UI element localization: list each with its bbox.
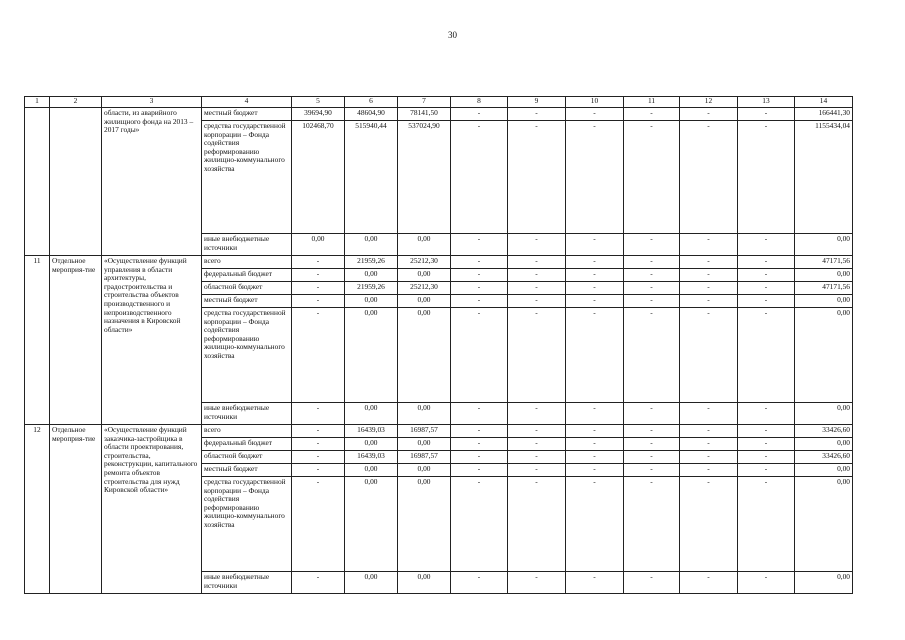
value-cell: - bbox=[566, 121, 624, 234]
value-cell: - bbox=[680, 572, 738, 594]
value-cell: 0,00 bbox=[398, 464, 451, 477]
value-cell: - bbox=[566, 282, 624, 295]
value-cell: - bbox=[738, 464, 795, 477]
value-cell: - bbox=[451, 269, 508, 282]
value-cell: - bbox=[292, 308, 345, 403]
value-cell: - bbox=[451, 477, 508, 572]
value-cell: - bbox=[508, 108, 566, 121]
value-cell: 0,00 bbox=[795, 438, 853, 451]
value-cell: - bbox=[680, 403, 738, 425]
value-cell: 16987,57 bbox=[398, 425, 451, 438]
value-cell: - bbox=[292, 282, 345, 295]
funding-source: всего bbox=[202, 256, 292, 269]
value-cell: 102468,70 bbox=[292, 121, 345, 234]
value-cell: - bbox=[566, 108, 624, 121]
funding-source: иные внебюджетные источники bbox=[202, 572, 292, 594]
value-cell: 515940,44 bbox=[345, 121, 398, 234]
value-cell: - bbox=[508, 477, 566, 572]
value-cell: - bbox=[738, 256, 795, 269]
value-cell: - bbox=[624, 121, 680, 234]
row-number: 12 bbox=[25, 425, 50, 594]
value-cell: - bbox=[451, 451, 508, 464]
value-cell: - bbox=[292, 403, 345, 425]
header-cell: 6 bbox=[345, 97, 398, 108]
event-type: Отдельное мероприя-тие bbox=[50, 425, 102, 594]
value-cell: - bbox=[738, 282, 795, 295]
header-cell: 8 bbox=[451, 97, 508, 108]
value-cell: - bbox=[451, 108, 508, 121]
event-name: «Осуществление функций управления в области архитектуры, градостроительства и строительства объектов производственного и непроизводственного назначения в Кировской области» bbox=[102, 256, 202, 425]
event-name: области, из аварийного жилищного фонда на 2013 – 2017 годы» bbox=[102, 108, 202, 256]
value-cell: - bbox=[624, 464, 680, 477]
value-cell: 47171,56 bbox=[795, 256, 853, 269]
value-cell: - bbox=[566, 572, 624, 594]
value-cell: 16439,03 bbox=[345, 425, 398, 438]
value-cell: - bbox=[292, 477, 345, 572]
funding-source: местный бюджет bbox=[202, 464, 292, 477]
value-cell: - bbox=[680, 108, 738, 121]
row-number bbox=[25, 108, 50, 256]
value-cell: - bbox=[566, 308, 624, 403]
value-cell: - bbox=[738, 572, 795, 594]
header-cell: 4 bbox=[202, 97, 292, 108]
value-cell: - bbox=[566, 295, 624, 308]
value-cell: - bbox=[680, 438, 738, 451]
value-cell: - bbox=[508, 438, 566, 451]
event-name: «Осуществление функций заказчика-застройщика в области проектирования, строительства, реконструкции, капитального ремонта объектов строительства для нужд Кировской области» bbox=[102, 425, 202, 594]
value-cell: - bbox=[508, 282, 566, 295]
value-cell: - bbox=[680, 121, 738, 234]
value-cell: 21959,26 bbox=[345, 282, 398, 295]
header-cell: 13 bbox=[738, 97, 795, 108]
value-cell: - bbox=[680, 295, 738, 308]
funding-source: средства государственной корпорации – Фонда содействия реформированию жилищно-коммунального хозяйства bbox=[202, 308, 292, 403]
value-cell: 0,00 bbox=[795, 403, 853, 425]
value-cell: - bbox=[451, 464, 508, 477]
value-cell: - bbox=[566, 438, 624, 451]
funding-source: местный бюджет bbox=[202, 108, 292, 121]
value-cell: - bbox=[451, 403, 508, 425]
header-cell: 9 bbox=[508, 97, 566, 108]
page-number: 30 bbox=[448, 30, 457, 40]
value-cell: - bbox=[292, 572, 345, 594]
funding-source: местный бюджет bbox=[202, 295, 292, 308]
value-cell: - bbox=[566, 269, 624, 282]
value-cell: - bbox=[680, 451, 738, 464]
header-cell: 2 bbox=[50, 97, 102, 108]
value-cell: - bbox=[624, 269, 680, 282]
value-cell: - bbox=[566, 477, 624, 572]
value-cell: - bbox=[508, 295, 566, 308]
event-type bbox=[50, 108, 102, 256]
value-cell: 25212,30 bbox=[398, 282, 451, 295]
value-cell: - bbox=[624, 308, 680, 403]
value-cell: - bbox=[738, 121, 795, 234]
value-cell: 537024,90 bbox=[398, 121, 451, 234]
funding-source: иные внебюджетные источники bbox=[202, 403, 292, 425]
value-cell: 39694,90 bbox=[292, 108, 345, 121]
header-cell: 1 bbox=[25, 97, 50, 108]
value-cell: 0,00 bbox=[345, 477, 398, 572]
value-cell: 48604,90 bbox=[345, 108, 398, 121]
value-cell: - bbox=[738, 108, 795, 121]
value-cell: - bbox=[624, 295, 680, 308]
value-cell: - bbox=[624, 403, 680, 425]
value-cell: - bbox=[738, 308, 795, 403]
value-cell: - bbox=[508, 451, 566, 464]
value-cell: 0,00 bbox=[345, 234, 398, 256]
funding-source: иные внебюджетные источники bbox=[202, 234, 292, 256]
value-cell: - bbox=[624, 438, 680, 451]
value-cell: - bbox=[738, 269, 795, 282]
value-cell: 0,00 bbox=[345, 572, 398, 594]
value-cell: - bbox=[680, 308, 738, 403]
value-cell: 0,00 bbox=[345, 464, 398, 477]
value-cell: 16987,57 bbox=[398, 451, 451, 464]
value-cell: 0,00 bbox=[398, 234, 451, 256]
value-cell: 0,00 bbox=[345, 308, 398, 403]
value-cell: - bbox=[566, 451, 624, 464]
table-row bbox=[25, 108, 853, 121]
value-cell: - bbox=[738, 451, 795, 464]
value-cell: - bbox=[292, 256, 345, 269]
value-cell: - bbox=[680, 234, 738, 256]
value-cell: 0,00 bbox=[398, 295, 451, 308]
header-cell: 3 bbox=[102, 97, 202, 108]
value-cell: - bbox=[508, 403, 566, 425]
header-cell: 14 bbox=[795, 97, 853, 108]
value-cell: - bbox=[292, 438, 345, 451]
value-cell: - bbox=[680, 464, 738, 477]
value-cell: - bbox=[680, 477, 738, 572]
value-cell: 0,00 bbox=[398, 477, 451, 572]
value-cell: 0,00 bbox=[795, 295, 853, 308]
value-cell: 0,00 bbox=[795, 269, 853, 282]
value-cell: - bbox=[508, 464, 566, 477]
value-cell: - bbox=[451, 295, 508, 308]
value-cell: - bbox=[680, 282, 738, 295]
value-cell: - bbox=[566, 256, 624, 269]
value-cell: 1155434,04 bbox=[795, 121, 853, 234]
funding-source: областной бюджет bbox=[202, 451, 292, 464]
value-cell: - bbox=[292, 464, 345, 477]
value-cell: - bbox=[624, 234, 680, 256]
value-cell: 0,00 bbox=[398, 403, 451, 425]
value-cell: - bbox=[508, 572, 566, 594]
value-cell: - bbox=[738, 234, 795, 256]
header-cell: 5 bbox=[292, 97, 345, 108]
value-cell: - bbox=[738, 438, 795, 451]
value-cell: - bbox=[508, 425, 566, 438]
value-cell: 0,00 bbox=[795, 234, 853, 256]
value-cell: - bbox=[292, 269, 345, 282]
event-type: Отдельное мероприя-тие bbox=[50, 256, 102, 425]
value-cell: 0,00 bbox=[398, 308, 451, 403]
value-cell: 25212,30 bbox=[398, 256, 451, 269]
value-cell: 0,00 bbox=[795, 464, 853, 477]
value-cell: - bbox=[451, 572, 508, 594]
value-cell: - bbox=[508, 308, 566, 403]
value-cell: 21959,26 bbox=[345, 256, 398, 269]
value-cell: 33426,60 bbox=[795, 451, 853, 464]
value-cell: - bbox=[292, 451, 345, 464]
table-row bbox=[25, 256, 853, 269]
value-cell: 0,00 bbox=[398, 572, 451, 594]
value-cell: - bbox=[292, 295, 345, 308]
value-cell: - bbox=[292, 425, 345, 438]
value-cell: - bbox=[451, 256, 508, 269]
value-cell: 0,00 bbox=[795, 308, 853, 403]
value-cell: - bbox=[451, 425, 508, 438]
value-cell: 0,00 bbox=[345, 269, 398, 282]
value-cell: 0,00 bbox=[292, 234, 345, 256]
value-cell: 0,00 bbox=[795, 572, 853, 594]
value-cell: - bbox=[508, 256, 566, 269]
value-cell: - bbox=[680, 256, 738, 269]
value-cell: - bbox=[738, 477, 795, 572]
header-cell: 7 bbox=[398, 97, 451, 108]
value-cell: - bbox=[624, 108, 680, 121]
value-cell: - bbox=[451, 308, 508, 403]
header-cell: 10 bbox=[566, 97, 624, 108]
value-cell: - bbox=[624, 425, 680, 438]
value-cell: - bbox=[624, 572, 680, 594]
value-cell: - bbox=[508, 234, 566, 256]
value-cell: 0,00 bbox=[795, 477, 853, 572]
value-cell: 33426,60 bbox=[795, 425, 853, 438]
header-cell: 11 bbox=[624, 97, 680, 108]
value-cell: 166441,30 bbox=[795, 108, 853, 121]
value-cell: 0,00 bbox=[398, 438, 451, 451]
value-cell: - bbox=[624, 477, 680, 572]
value-cell: - bbox=[508, 269, 566, 282]
funding-table bbox=[24, 96, 853, 594]
funding-source: областной бюджет bbox=[202, 282, 292, 295]
value-cell: 47171,56 bbox=[795, 282, 853, 295]
value-cell: 16439,03 bbox=[345, 451, 398, 464]
value-cell: - bbox=[451, 121, 508, 234]
table-row bbox=[25, 425, 853, 438]
funding-source: федеральный бюджет bbox=[202, 438, 292, 451]
value-cell: 0,00 bbox=[345, 403, 398, 425]
row-number: 11 bbox=[25, 256, 50, 425]
value-cell: - bbox=[451, 438, 508, 451]
value-cell: - bbox=[738, 425, 795, 438]
funding-source: федеральный бюджет bbox=[202, 269, 292, 282]
value-cell: - bbox=[451, 234, 508, 256]
value-cell: - bbox=[566, 464, 624, 477]
value-cell: - bbox=[624, 282, 680, 295]
value-cell: - bbox=[508, 121, 566, 234]
value-cell: - bbox=[680, 269, 738, 282]
header-row bbox=[25, 97, 853, 108]
value-cell: - bbox=[451, 282, 508, 295]
value-cell: 0,00 bbox=[345, 295, 398, 308]
value-cell: - bbox=[624, 451, 680, 464]
funding-source: средства государственной корпорации – Фонда содействия реформированию жилищно-коммунального хозяйства bbox=[202, 477, 292, 572]
value-cell: - bbox=[738, 403, 795, 425]
header-cell: 12 bbox=[680, 97, 738, 108]
value-cell: - bbox=[566, 234, 624, 256]
value-cell: - bbox=[566, 403, 624, 425]
value-cell: - bbox=[624, 256, 680, 269]
value-cell: 78141,50 bbox=[398, 108, 451, 121]
value-cell: - bbox=[680, 425, 738, 438]
value-cell: - bbox=[566, 425, 624, 438]
funding-source: всего bbox=[202, 425, 292, 438]
value-cell: - bbox=[738, 295, 795, 308]
funding-source: средства государственной корпорации – Фонда содействия реформированию жилищно-коммунального хозяйства bbox=[202, 121, 292, 234]
value-cell: 0,00 bbox=[398, 269, 451, 282]
value-cell: 0,00 bbox=[345, 438, 398, 451]
